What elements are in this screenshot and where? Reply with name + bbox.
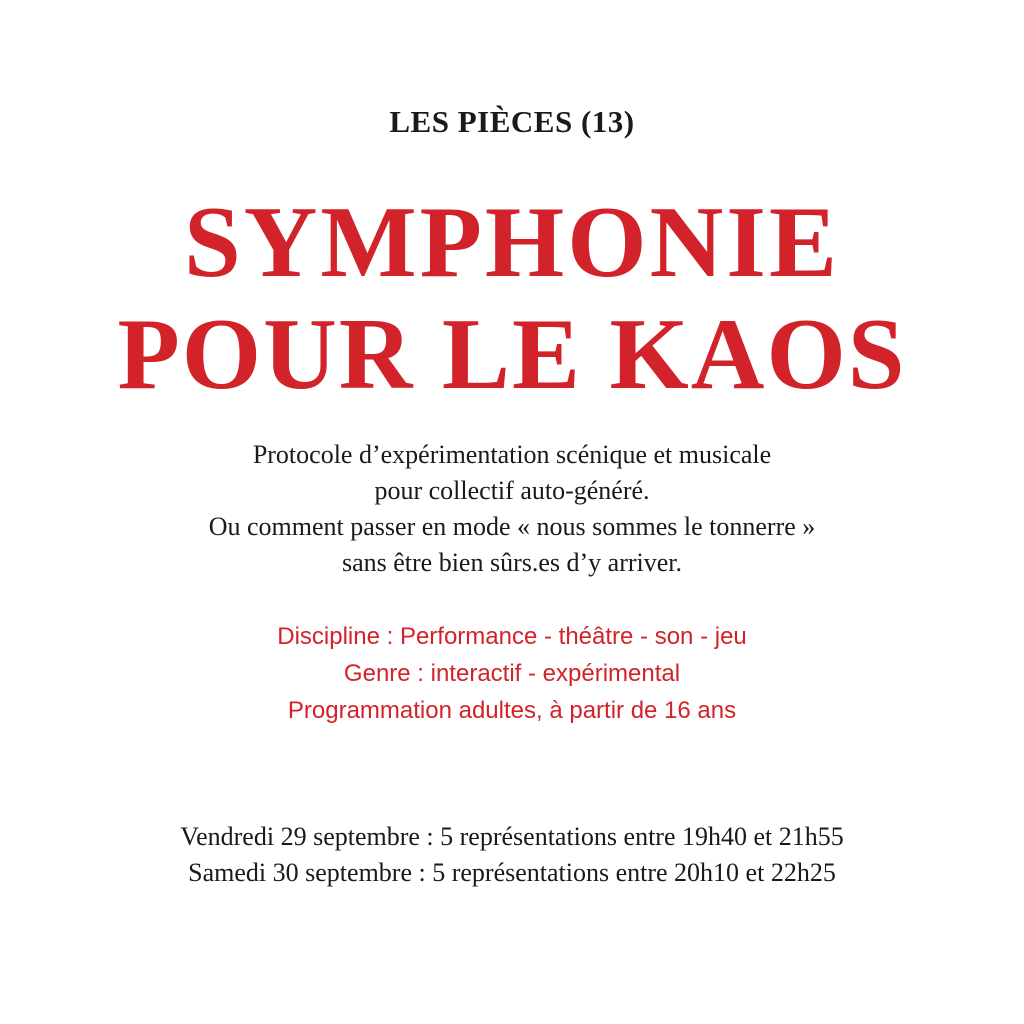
schedule-line: Vendredi 29 septembre : 5 représentations entre 19h40 et 21h55 <box>180 822 844 851</box>
discipline-line: Discipline : Performance - théâtre - son - jeu <box>277 623 747 650</box>
description-line: Ou comment passer en mode « nous sommes le tonnerre » <box>208 512 816 541</box>
description-line: Protocole d’expérimentation scénique et musicale <box>252 440 772 469</box>
schedule <box>0 819 1024 891</box>
title-line-2: POUR LE KAOS <box>117 298 907 411</box>
section-kicker: LES PIÈCES (13) <box>389 104 635 139</box>
description-line: sans être bien sûrs.es d’y arriver. <box>341 548 683 577</box>
description <box>0 437 1024 581</box>
genre-line: Genre : interactif - expérimental <box>343 660 681 687</box>
title-line-1: SYMPHONIE <box>183 186 841 299</box>
description-line: pour collectif auto-généré. <box>374 476 650 505</box>
audience-line: Programmation adultes, à partir de 16 ans <box>287 697 737 724</box>
schedule-line: Samedi 30 septembre : 5 représentations entre 20h10 et 22h25 <box>188 858 836 887</box>
info-block <box>0 618 1024 729</box>
